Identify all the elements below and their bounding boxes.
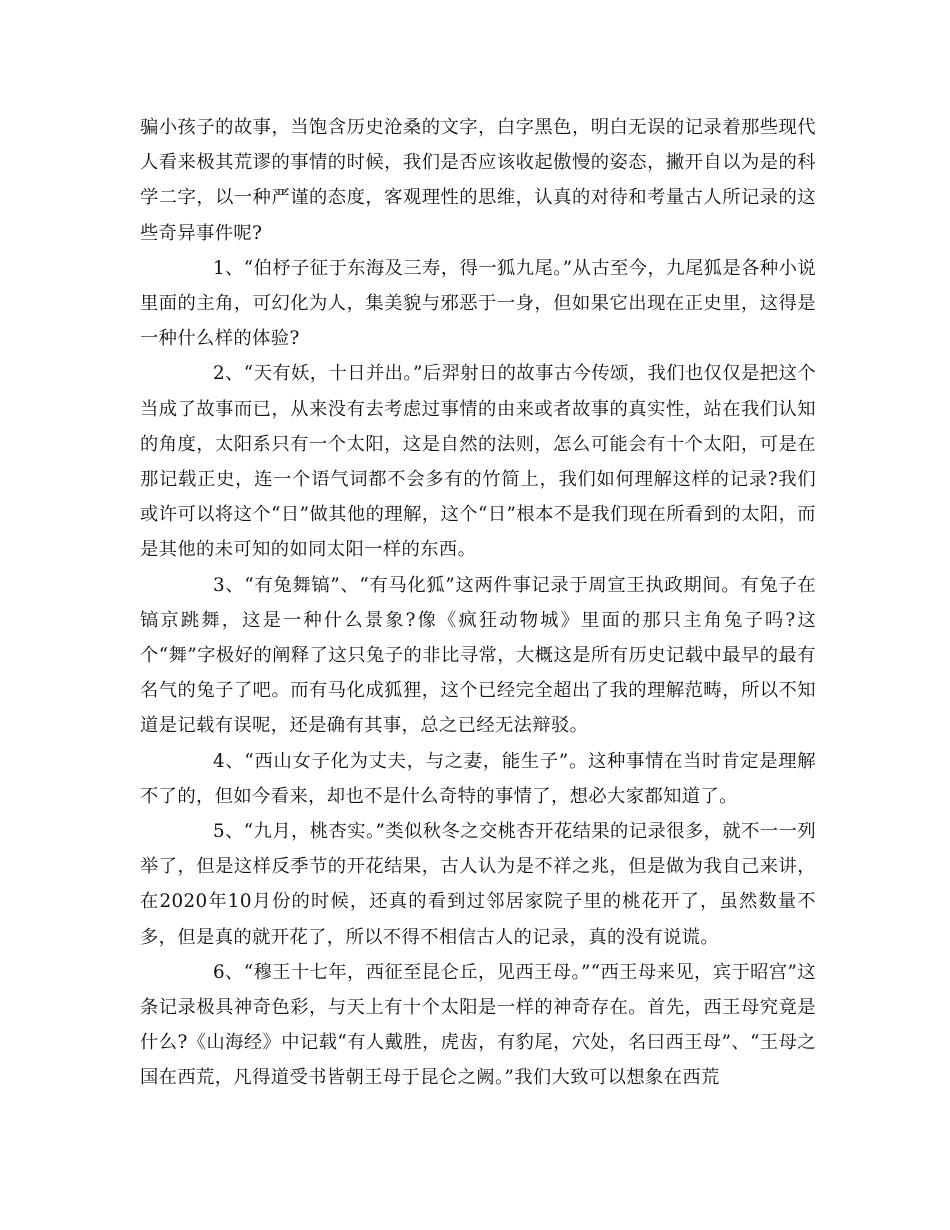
paragraph-item-5: 5、“九月，桃杏实。”类似秋冬之交桃杏开花结果的记录很多，就不一一列举了，但是这样反季节的开花结果，古人认为是不祥之兆，但是做为我自己来讲，在2020年10月份的时候，还真的看到过邻居家院子里的桃花开了，虽然数量不多，但是真的就开花了，所以不得不相信古人的记录，真的没有说谎。 xyxy=(140,821,816,948)
paragraph-intro-continued: 骗小孩子的故事，当饱含历史沧桑的文字，白字黑色，明白无误的记录着那些现代人看来极其荒谬的事情的时候，我们是否应该收起傲慢的姿态，撇开自以为是的科学二字，以一种严谨的态度，客观理性的思维，认真的对待和考量古人所记录的这些奇异事件呢? xyxy=(140,117,816,244)
document-body xyxy=(140,110,816,1096)
paragraph-item-1: 1、“伯杼子征于东海及三寿，得一狐九尾。”从古至今，九尾狐是各种小说里面的主角，可幻化为人，集美貌与邪恶于一身，但如果它出现在正史里，这得是一种什么样的体验? xyxy=(140,257,816,350)
paragraph-item-6: 6、“穆王十七年，西征至昆仑丘，见西王母。”“西王母来见，宾于昭宫”这条记录极具神奇色彩，与天上有十个太阳是一样的神奇存在。首先，西王母究竟是什么?《山海经》中记载“有人戴胜，虎齿，有豹尾，穴处，名曰西王母”、“王母之国在西荒，凡得道受书皆朝王母于昆仑之阙。”我们大致可以想象在西荒 xyxy=(140,961,816,1089)
paragraph-item-2: 2、“天有妖，十日并出。”后羿射日的故事古今传颂，我们也仅仅是把这个当成了故事而已，从来没有去考虑过事情的由来或者故事的真实性，站在我们认知的角度，太阳系只有一个太阳，这是自然的法则，怎么可能会有十个太阳，可是在那记载正史，连一个语气词都不会多有的竹简上，我们如何理解这样的记录?我们或许可以将这个“日”做其他的理解，这个“日”根本不是我们现在所看到的太阳，而是其他的未可知的如同太阳一样的东西。 xyxy=(140,363,816,561)
paragraph-item-3: 3、“有兔舞镐”、“有马化狐”这两件事记录于周宣王执政期间。有兔子在镐京跳舞，这是一种什么景象?像《疯狂动物城》里面的那只主角兔子吗?这个“舞”字极好的阐释了这只兔子的非比寻常，大概这是所有历史记载中最早的最有名气的兔子了吧。而有马化成狐狸，这个已经完全超出了我的理解范畴，所以不知道是记载有误呢，还是确有其事，总之已经无法辩驳。 xyxy=(140,574,816,737)
paragraph-item-4: 4、“西山女子化为丈夫，与之妻，能生子”。这种事情在当时肯定是理解不了的，但如今看来，却也不是什么奇特的事情了，想必大家都知道了。 xyxy=(140,750,816,807)
